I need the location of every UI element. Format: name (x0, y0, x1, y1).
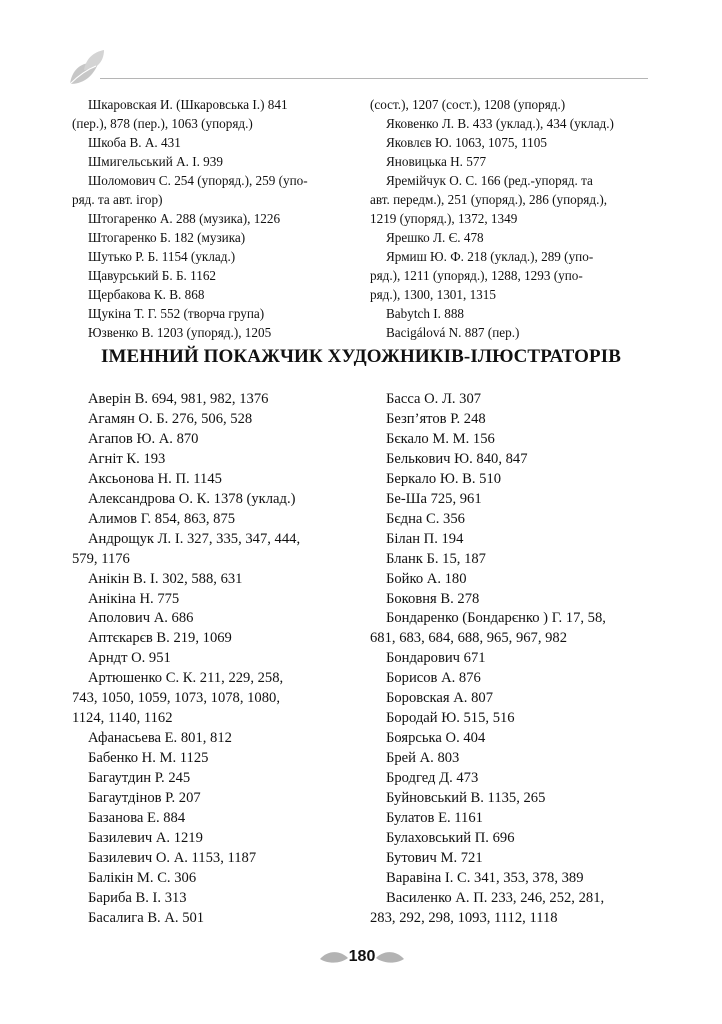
index-entry-continuation: авт. передм.), 251 (упоряд.), 286 (упоряд.), (370, 192, 608, 207)
index-entry: Bacigálová N. 887 (пер.) (386, 325, 520, 340)
index-entry: Алимов Г. 854, 863, 875 (88, 510, 236, 527)
page-number: 180 (348, 948, 376, 965)
index-entry: Балікін М. С. 306 (88, 869, 197, 886)
index-entry: Шкоба В. А. 431 (88, 135, 181, 150)
index-entry: Басса О. Л. 307 (386, 391, 482, 407)
index-entry: Яковлєв Ю. 1063, 1075, 1105 (386, 135, 547, 150)
index-entry: Щукіна Т. Г. 552 (творча група) (88, 306, 265, 321)
index-column-bottom-right (370, 390, 652, 929)
index-entry: Буйновський В. 1135, 265 (386, 790, 546, 807)
header-rule (100, 78, 648, 79)
index-entry: Базанова Е. 884 (88, 810, 186, 827)
index-entry: Шмигельський А. І. 939 (88, 154, 223, 169)
index-entry: Бойко А. 180 (386, 570, 467, 587)
index-entry: Бондарович 671 (386, 650, 486, 667)
index-entry-continuation: 283, 292, 298, 1093, 1112, 1118 (370, 909, 558, 926)
index-entry: Юзвенко В. 1203 (упоряд.), 1205 (88, 325, 272, 340)
index-entry: Ярешко Л. Є. 478 (386, 230, 484, 245)
index-entry: Бе-Ша 725, 961 (386, 490, 482, 507)
index-entry: Анікін В. І. 302, 588, 631 (88, 570, 243, 587)
index-entry: Babytch I. 888 (386, 306, 465, 321)
index-column-bottom-left (72, 390, 347, 929)
index-entry-continuation: ряд.), 1211 (упоряд.), 1288, 1293 (упо- (370, 268, 583, 283)
index-entry: Шоломович С. 254 (упоряд.), 259 (упо- (88, 173, 308, 188)
index-entry: Аверін В. 694, 981, 982, 1376 (88, 391, 269, 407)
index-entry: Боярська О. 404 (386, 730, 486, 747)
index-column-top-right (370, 95, 650, 342)
index-entry: Булатов Е. 1161 (386, 810, 483, 827)
index-entry: Андрощук Л. І. 327, 335, 347, 444, (88, 530, 301, 547)
index-entry: Бабенко Н. М. 1125 (88, 750, 209, 767)
index-entry: Бродгед Д. 473 (386, 770, 479, 787)
index-entry: Агапов Ю. А. 870 (88, 430, 199, 447)
index-entry: Анікіна Н. 775 (88, 590, 180, 607)
index-entry: Аксьонова Н. П. 1145 (88, 470, 222, 487)
index-entry-continuation: ряд. та авт. ігор) (72, 192, 163, 207)
index-entry: Брей А. 803 (386, 750, 460, 767)
index-entry: Базилевич А. 1219 (88, 829, 203, 846)
index-entry-continuation: 579, 1176 (72, 550, 130, 567)
index-entry: Щавурський Б. Б. 1162 (88, 268, 217, 283)
index-entry: Варавіна І. С. 341, 353, 378, 389 (386, 869, 584, 886)
index-entry: Базилевич О. А. 1153, 1187 (88, 849, 257, 866)
index-column-top-left (72, 95, 355, 342)
index-entry: Афанасьева Е. 801, 812 (88, 730, 232, 747)
index-entry: Аптєкарєв В. 219, 1069 (88, 630, 232, 647)
index-entry: Шутько Р. Б. 1154 (уклад.) (88, 249, 236, 264)
index-entry: Яновицька Н. 577 (386, 154, 487, 169)
index-entry: Бариба В. І. 313 (88, 889, 187, 906)
index-entry: Штогаренко Б. 182 (музика) (88, 230, 246, 245)
index-entry: Штогаренко А. 288 (музика), 1226 (88, 211, 281, 226)
index-entry: Аполович А. 686 (88, 610, 194, 627)
index-entry: Білан П. 194 (386, 530, 464, 547)
section-heading: ІМЕННИЙ ПОКАЖЧИК ХУДОЖНИКІВ-ІЛЮСТРАТОРІВ (100, 346, 622, 367)
page-folio (318, 946, 406, 970)
index-entry: Бородай Ю. 515, 516 (386, 710, 515, 727)
index-entry: Шкаровская И. (Шкаровська І.) 841 (88, 97, 288, 112)
index-entry: Бондаренко (Бондарєнко ) Г. 17, 58, (386, 610, 606, 627)
index-entry: Василенко А. П. 233, 246, 252, 281, (386, 889, 605, 906)
index-entry: Борисов А. 876 (386, 670, 481, 687)
index-entry: Бланк Б. 15, 187 (386, 550, 486, 567)
index-entry: Агніт К. 193 (88, 450, 166, 467)
index-entry: Булаховський П. 696 (386, 829, 515, 846)
index-entry-continuation: ряд.), 1300, 1301, 1315 (370, 287, 496, 302)
index-entry: Агамян О. Б. 276, 506, 528 (88, 410, 253, 427)
index-entry: Багаутдінов Р. 207 (88, 790, 201, 807)
index-entry: Бутович М. 721 (386, 849, 483, 866)
index-entry-continuation: (пер.), 878 (пер.), 1063 (упоряд.) (72, 116, 253, 131)
index-entry-continuation: 1219 (упоряд.), 1372, 1349 (370, 211, 518, 226)
index-entry: Багаутдин Р. 245 (88, 770, 191, 787)
index-entry: Бєкало М. М. 156 (386, 430, 495, 447)
index-entry: Яремійчук О. С. 166 (ред.-упоряд. та (386, 173, 593, 188)
index-entry-continuation: (сост.), 1207 (сост.), 1208 (упоряд.) (370, 97, 566, 112)
index-entry: Боковня В. 278 (386, 590, 480, 607)
index-entry: Арндт О. 951 (88, 650, 171, 667)
index-entry: Щербакова К. В. 868 (88, 287, 205, 302)
index-entry: Яковенко Л. В. 433 (уклад.), 434 (уклад.) (386, 116, 614, 131)
index-entry-continuation: 743, 1050, 1059, 1073, 1078, 1080, (72, 690, 280, 707)
index-entry: Бєдна С. 356 (386, 510, 465, 527)
leaf-ornament-icon (64, 48, 110, 88)
index-entry: Безп’ятов Р. 248 (386, 410, 486, 427)
index-entry-continuation: 1124, 1140, 1162 (72, 710, 173, 727)
index-entry: Басалига В. А. 501 (88, 909, 205, 926)
index-entry: Белькович Ю. 840, 847 (386, 450, 528, 467)
index-entry: Артюшенко С. К. 211, 229, 258, (88, 670, 284, 687)
index-entry: Боровская А. 807 (386, 690, 493, 707)
index-entry: Беркало Ю. В. 510 (386, 470, 502, 487)
index-entry: Ярмиш Ю. Ф. 218 (уклад.), 289 (упо- (386, 249, 594, 264)
index-entry-continuation: 681, 683, 684, 688, 965, 967, 982 (370, 630, 568, 647)
index-entry: Александрова О. К. 1378 (уклад.) (88, 490, 296, 507)
